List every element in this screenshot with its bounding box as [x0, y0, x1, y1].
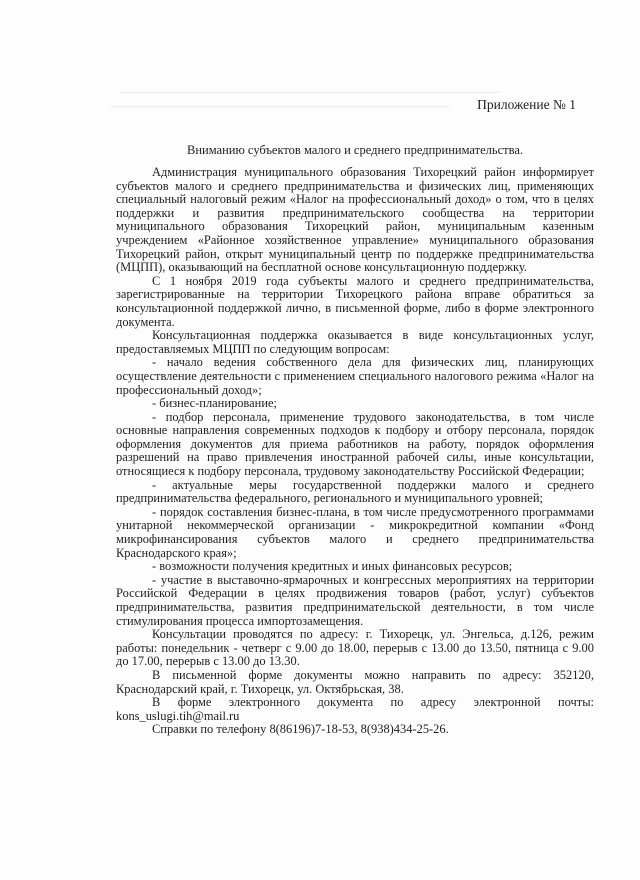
scan-artifact	[110, 106, 450, 107]
list-item: - начало ведения собственного дела для физических лиц, планирующих осуществление деятельности с применением специального налогового режима «Налог на профессиональный доход»;	[116, 355, 594, 397]
list-item: - участие в выставочно-ярмарочных и конгрессных мероприятиях на территории Российской Федерации в целях продвижения товаров (работ, услуг) субъектов предпринимательства, развития предпринимательской деятельности, в том числе стимулирования процесса импортозамещения.	[116, 572, 594, 628]
paragraph-postal-address: В письменной форме документы можно направить по адресу: 352120, Краснодарский край, г. Тихорецк, ул. Октябрьская, 38.	[116, 667, 594, 696]
list-item: - бизнес-планирование;	[152, 396, 277, 411]
annex-label: Приложение № 1	[477, 97, 576, 112]
document-body	[116, 166, 594, 737]
paragraph-email: В форме электронного документа по адресу электронной почты: kons_uslugi.tih@mail.ru	[116, 695, 594, 723]
document-title: Вниманию субъектов малого и среднего предпринимательства.	[187, 143, 523, 157]
paragraph-address-schedule: Консультации проводятся по адресу: г. Тихорецк, ул. Энгельса, д.126, режим работы: понедельник - четверг с 9.00 до 18.00, перерыв с 13.00 до 13.50, пятница с 9.00 до 17.00, перерыв с 13.00 до 13.30.	[116, 627, 594, 669]
paragraph-intro: Администрация муниципального образования Тихорецкий район информирует субъектов малого и среднего предпринимательства и физических лиц, применяющих специальный налоговый режим «Налог на профессиональный доход» о том, что в целях поддержки и развития предпринимательского сообщества на территории муниципального образования Тихорецкий район, муниципальным казенным учреждением «Районное хозяйственное управление» муниципального образования Тихорецкий район, открыт муниципальный центр по поддержке предпринимательства (МЦПП), оказывающий на бесплатной основе консультационную поддержку.	[116, 165, 594, 275]
paragraph-services-intro: Консультационная поддержка оказывается в виде консультационных услуг, предоставляемых МЦПП по следующим вопросам:	[116, 328, 594, 356]
paragraph-phone: Справки по телефону 8(86196)7-18-53, 8(938)434-25-26.	[152, 722, 449, 737]
list-item: - порядок составления бизнес-плана, в том числе предусмотренного программами унитарной некоммерческой организации - микрокредитной компании «Фонд микрофинансирования субъектов малого и среднего предпринимательства Краснодарского края»;	[116, 504, 594, 560]
list-item: - актуальные меры государственной поддержки малого и среднего предпринимательства федерального, регионального и муниципального уровней;	[116, 477, 594, 506]
paragraph-eligibility: С 1 ноября 2019 года субъекты малого и среднего предпринимательства, зарегистрированные на территории Тихорецкого района вправе обратиться за консультационной поддержкой лично, в письменной форме, либо в форме электронного документа.	[116, 273, 594, 329]
list-item: - возможности получения кредитных и иных финансовых ресурсов;	[152, 559, 513, 574]
scan-artifact	[120, 92, 500, 93]
list-item: - подбор персонала, применение трудового законодательства, в том числе основные направления современных подходов к подбору и отбору персонала, порядок оформления документов для приема работников на работу, порядок оформления разрешений на право привлечения иностранной рабочей силы, иные консультации, относящиеся к подбору персонала, трудовому законодательству Российской Федерации;	[116, 409, 594, 479]
